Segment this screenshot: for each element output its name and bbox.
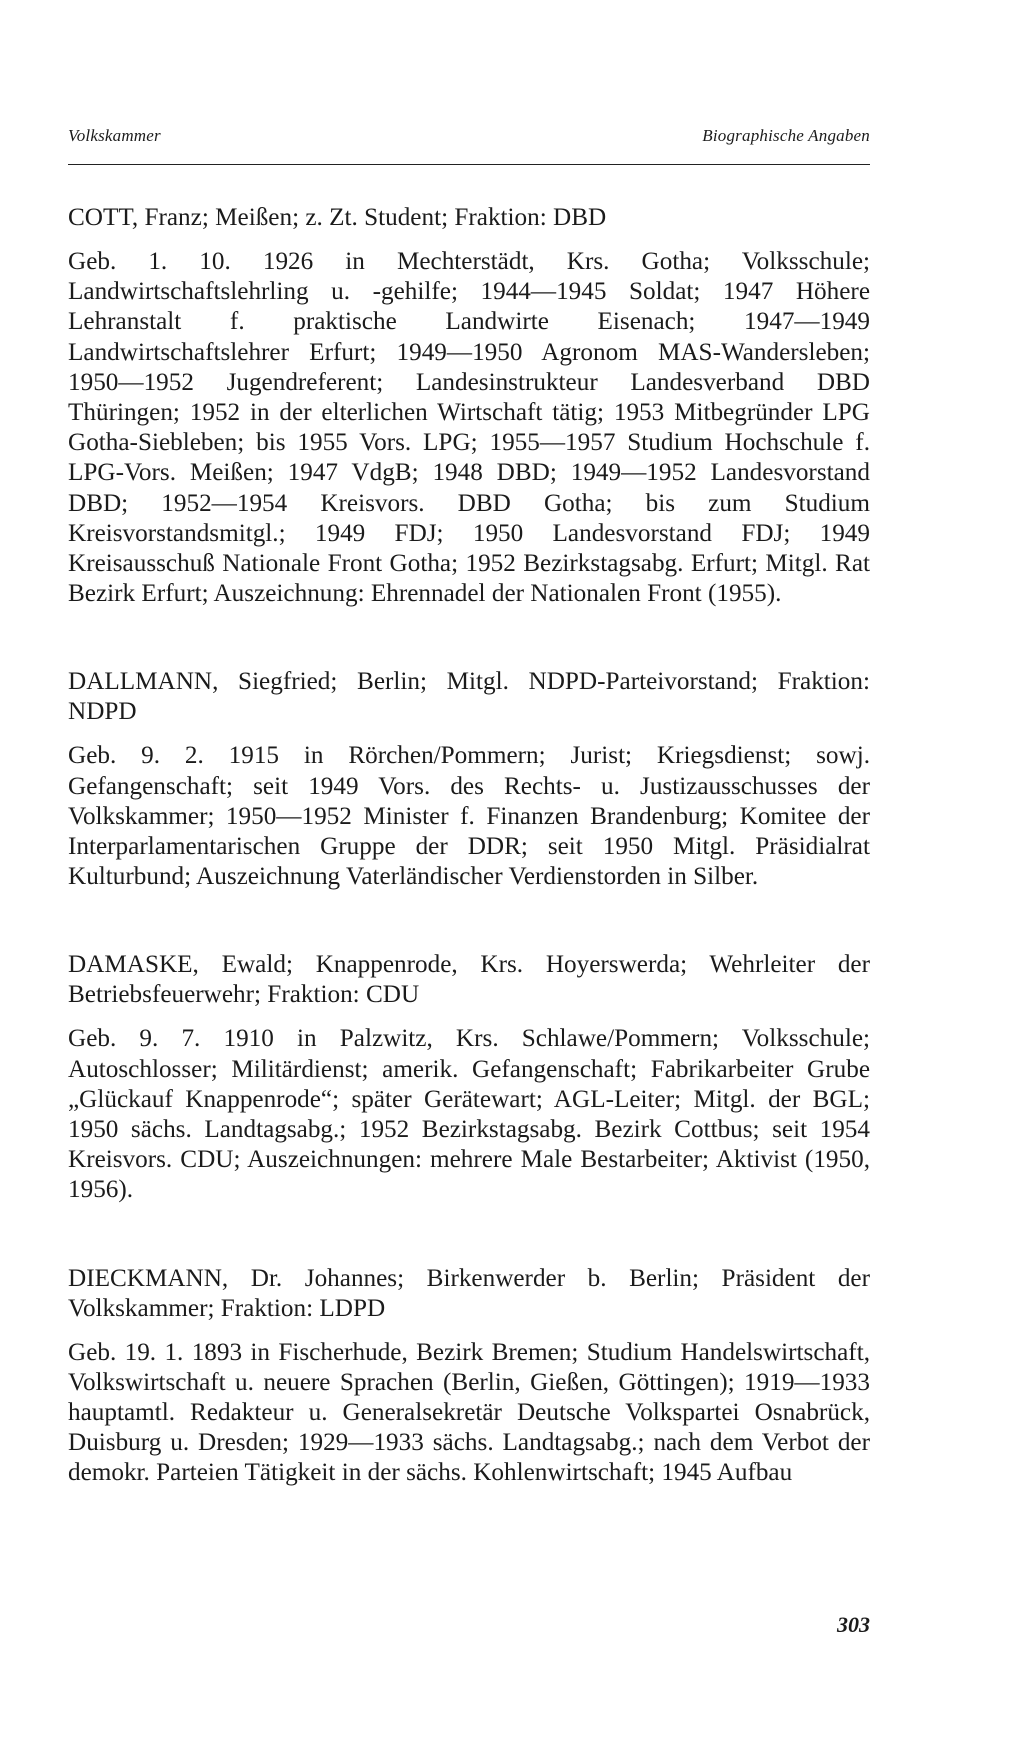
entry-body: Geb. 1. 10. 1926 in Mechterstädt, Krs. Gotha; Volksschule; Landwirtschaftslehrling u. -gehilfe; 1944—1945 Soldat; 1947 Höhere Lehranstalt f. praktische Landwirte Eisenach; 1947—1949 Landwirtschaftslehrer Erfurt; 1949—1950 Agronom MAS-Wandersleben; 1950—1952 Jugendreferent; Landesinstrukteur Landesverband DBD Thüringen; 1952 in der elterlichen Wirtschaft tätig; 1953 Mitbegründer LPG Gotha-Siebleben; bis 1955 Vors. LPG; 1955—1957 Studium Hochschule f. LPG-Vors. Meißen; 1947 VdgB; 1948 DBD; 1949—1952 Landesvorstand DBD; 1952—1954 Kreisvors. DBD Gotha; bis zum Studium Kreisvorstandsmitgl.; 1949 FDJ; 1950 Landesvorstand FDJ; 1949 Kreisausschuß Nationale Front Gotha; 1952 Bezirkstagsabg. Erfurt; Mitgl. Rat Bezirk Erfurt; Auszeichnung: Ehrennadel der Nationalen Front (1955). [68, 248, 870, 608]
entry-body: Geb. 9. 7. 1910 in Palzwitz, Krs. Schlawe/Pommern; Volksschule; Autoschlosser; Militärdienst; amerik. Gefangenschaft; Fabrikarbeiter Grube „Glückauf Knappenrode“; später Gerätewart; AGL-Leiter; Mitgl. der BGL; 1950 sächs. Landtagsabg.; 1952 Bezirkstagsabg. Bezirk Cottbus; seit 1954 Kreisvors. CDU; Auszeichnungen: mehrere Male Bestarbeiter; Aktivist (1950, 1956). [68, 1025, 870, 1204]
biography-entry-dallmann [68, 667, 870, 892]
biography-entry-damaske [68, 950, 870, 1205]
biography-entry-dieckmann [68, 1264, 870, 1489]
biography-entry-cott [68, 203, 870, 609]
header-rule [68, 164, 870, 165]
entry-heading: DAMASKE, Ewald; Knappenrode, Krs. Hoyerswerda; Wehrleiter der Betriebsfeuerwehr; Fraktion: CDU [68, 951, 870, 1009]
biography-entries [68, 203, 870, 1489]
entry-heading: COTT, Franz; Meißen; z. Zt. Student; Fraktion: DBD [68, 204, 607, 231]
running-head [68, 126, 870, 152]
page-number: 303 [837, 1612, 870, 1637]
running-head-left: Volkskammer [68, 126, 161, 145]
running-head-right: Biographische Angaben [702, 126, 870, 145]
entry-heading: DIECKMANN, Dr. Johannes; Birkenwerder b. Berlin; Präsident der Volkskammer; Fraktion: LDPD [68, 1264, 870, 1322]
entry-heading: DALLMANN, Siegfried; Berlin; Mitgl. NDPD-Parteivorstand; Fraktion: NDPD [68, 668, 870, 726]
entry-body: Geb. 9. 2. 1915 in Rörchen/Pommern; Jurist; Kriegsdienst; sowj. Gefangenschaft; seit 1949 Vors. des Rechts- u. Justizausschusses der Volkskammer; 1950—1952 Minister f. Finanzen Brandenburg; Komitee der Interparlamentarischen Gruppe der DDR; seit 1950 Mitgl. Präsidialrat Kulturbund; Auszeichnung Vaterländischer Verdienstorden in Silber. [68, 742, 870, 891]
entry-body: Geb. 19. 1. 1893 in Fischerhude, Bezirk Bremen; Studium Handelswirtschaft, Volkswirtschaft u. neuere Sprachen (Berlin, Gießen, Göttingen); 1919—1933 hauptamtl. Redakteur u. Generalsekretär Deutsche Volkspartei Osnabrück, Duisburg u. Dresden; 1929—1933 sächs. Landtagsabg.; nach dem Verbot der demokr. Parteien Tätigkeit in der sächs. Kohlenwirtschaft; 1945 Aufbau [68, 1338, 870, 1487]
